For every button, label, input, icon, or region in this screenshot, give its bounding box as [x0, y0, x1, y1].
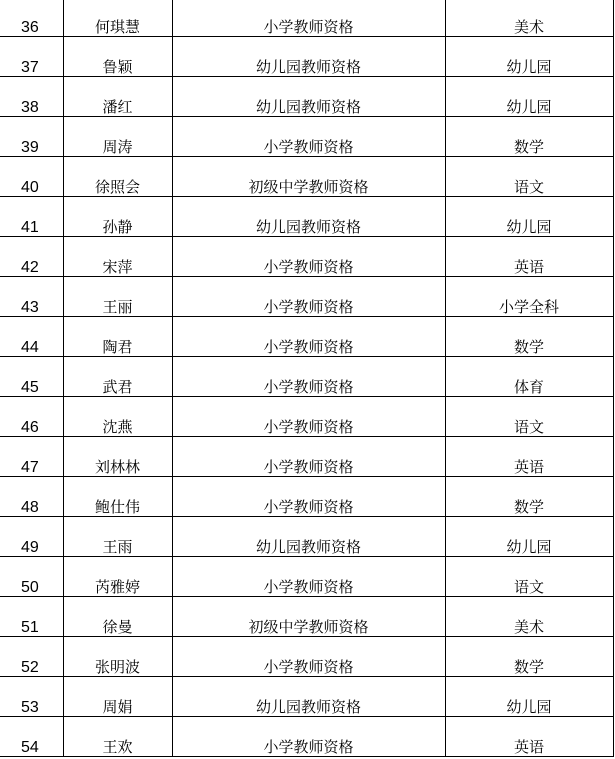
- name-cell[interactable]: [63, 477, 172, 517]
- table-row[interactable]: [0, 357, 613, 397]
- subject-cell[interactable]: [445, 597, 613, 637]
- subject: 数学: [513, 338, 544, 356]
- subject: 语文: [513, 178, 544, 196]
- subject-cell[interactable]: [445, 397, 613, 437]
- subject-cell[interactable]: [445, 317, 613, 357]
- subject-cell[interactable]: [445, 517, 613, 557]
- name-cell[interactable]: [63, 277, 172, 317]
- teacher-name: 陶君: [102, 338, 133, 356]
- name-cell[interactable]: [63, 357, 172, 397]
- subject: 幼儿园: [506, 98, 552, 116]
- row-number-cell[interactable]: [0, 597, 63, 637]
- qualification-type: 初级中学教师资格: [248, 618, 369, 636]
- qualification-type: 初级中学教师资格: [248, 178, 369, 196]
- name-cell[interactable]: [63, 317, 172, 357]
- qualification-type: 幼儿园教师资格: [255, 98, 361, 116]
- teacher-name: 何琪慧: [94, 18, 140, 36]
- row-number: 45: [21, 379, 39, 396]
- teacher-name: 鲁颖: [102, 58, 133, 76]
- teacher-name: 刘林林: [94, 458, 140, 476]
- teacher-name: 王欢: [102, 738, 133, 756]
- subject-cell[interactable]: [445, 357, 613, 397]
- qualification-type: 小学教师资格: [263, 498, 354, 516]
- subject-cell[interactable]: [445, 717, 613, 757]
- qualification-cell[interactable]: [172, 277, 445, 317]
- name-cell[interactable]: [63, 397, 172, 437]
- qualification-type: 幼儿园教师资格: [255, 538, 361, 556]
- subject: 数学: [513, 138, 544, 156]
- qualification-cell[interactable]: [172, 477, 445, 517]
- qualification-cell[interactable]: [172, 597, 445, 637]
- teacher-name: 武君: [102, 378, 133, 396]
- teacher-name: 张明波: [94, 658, 140, 676]
- qualification-type: 小学教师资格: [263, 138, 354, 156]
- name-cell[interactable]: [63, 77, 172, 117]
- table-row[interactable]: [0, 77, 613, 117]
- row-number-cell[interactable]: [0, 37, 63, 77]
- row-number-cell[interactable]: [0, 157, 63, 197]
- table-row[interactable]: [0, 597, 613, 637]
- subject: 幼儿园: [506, 218, 552, 236]
- subject: 幼儿园: [506, 538, 552, 556]
- qualification-cell[interactable]: [172, 397, 445, 437]
- table-row[interactable]: [0, 237, 613, 277]
- name-cell[interactable]: [63, 0, 172, 37]
- subject-cell[interactable]: [445, 557, 613, 597]
- row-number-cell[interactable]: [0, 717, 63, 757]
- subject-cell[interactable]: [445, 477, 613, 517]
- row-number: 46: [21, 419, 39, 436]
- teacher-name: 周娟: [102, 698, 133, 716]
- qualification-cell[interactable]: [172, 437, 445, 477]
- subject: 小学全科: [498, 298, 559, 316]
- name-cell[interactable]: [63, 157, 172, 197]
- row-number: 43: [21, 299, 39, 316]
- table-row[interactable]: [0, 677, 613, 717]
- qualification-cell[interactable]: [172, 637, 445, 677]
- qualification-type: 幼儿园教师资格: [255, 698, 361, 716]
- name-cell[interactable]: [63, 717, 172, 757]
- subject-cell[interactable]: [445, 637, 613, 677]
- qualification-cell[interactable]: [172, 717, 445, 757]
- teacher-name: 沈燕: [102, 418, 133, 436]
- row-number-cell[interactable]: [0, 117, 63, 157]
- row-number-cell[interactable]: [0, 557, 63, 597]
- table-row[interactable]: [0, 637, 613, 677]
- qualification-cell[interactable]: [172, 77, 445, 117]
- name-cell[interactable]: [63, 637, 172, 677]
- subject: 英语: [513, 738, 544, 756]
- table-row[interactable]: [0, 477, 613, 517]
- row-number: 41: [21, 219, 39, 236]
- qualification-type: 小学教师资格: [263, 738, 354, 756]
- subject-cell[interactable]: [445, 237, 613, 277]
- row-number-cell[interactable]: [0, 677, 63, 717]
- subject: 英语: [513, 458, 544, 476]
- subject-cell[interactable]: [445, 277, 613, 317]
- name-cell[interactable]: [63, 237, 172, 277]
- row-number-cell[interactable]: [0, 277, 63, 317]
- qualification-type: 小学教师资格: [263, 298, 354, 316]
- row-number-cell[interactable]: [0, 637, 63, 677]
- row-number: 39: [21, 139, 39, 156]
- subject-cell[interactable]: [445, 117, 613, 157]
- qualification-cell[interactable]: [172, 37, 445, 77]
- subject: 语文: [513, 578, 544, 596]
- row-number: 51: [21, 619, 39, 636]
- qualification-cell[interactable]: [172, 237, 445, 277]
- subject: 英语: [513, 258, 544, 276]
- row-number-cell[interactable]: [0, 517, 63, 557]
- row-number-cell[interactable]: [0, 477, 63, 517]
- name-cell[interactable]: [63, 117, 172, 157]
- table-row[interactable]: [0, 117, 613, 157]
- qualification-type: 小学教师资格: [263, 378, 354, 396]
- qualification-cell[interactable]: [172, 357, 445, 397]
- name-cell[interactable]: [63, 437, 172, 477]
- table-row[interactable]: [0, 0, 613, 37]
- qualification-cell[interactable]: [172, 0, 445, 37]
- subject: 美术: [513, 18, 544, 36]
- qualification-cell[interactable]: [172, 317, 445, 357]
- name-cell[interactable]: [63, 517, 172, 557]
- name-cell[interactable]: [63, 37, 172, 77]
- row-number: 44: [21, 339, 39, 356]
- row-number-cell[interactable]: [0, 317, 63, 357]
- table-row[interactable]: [0, 317, 613, 357]
- row-number-cell[interactable]: [0, 77, 63, 117]
- row-number: 48: [21, 499, 39, 516]
- subject-cell[interactable]: [445, 677, 613, 717]
- teacher-name: 徐照会: [94, 178, 140, 196]
- subject-cell[interactable]: [445, 77, 613, 117]
- qualification-cell[interactable]: [172, 117, 445, 157]
- subject: 幼儿园: [506, 58, 552, 76]
- subject: 数学: [513, 658, 544, 676]
- table-row[interactable]: [0, 397, 613, 437]
- qualification-cell[interactable]: [172, 197, 445, 237]
- table-row[interactable]: [0, 557, 613, 597]
- teacher-name: 鲍仕伟: [94, 498, 140, 516]
- row-number: 54: [21, 739, 39, 756]
- subject-cell[interactable]: [445, 0, 613, 37]
- qualification-type: 小学教师资格: [263, 658, 354, 676]
- qualification-type: 小学教师资格: [263, 458, 354, 476]
- qualification-cell[interactable]: [172, 677, 445, 717]
- qualification-cell[interactable]: [172, 557, 445, 597]
- teacher-name: 王丽: [102, 298, 133, 316]
- name-cell[interactable]: [63, 557, 172, 597]
- row-number-cell[interactable]: [0, 357, 63, 397]
- row-number: 47: [21, 459, 39, 476]
- name-cell[interactable]: [63, 597, 172, 637]
- name-cell[interactable]: [63, 197, 172, 237]
- table-row[interactable]: [0, 437, 613, 477]
- qualification-type: 小学教师资格: [263, 578, 354, 596]
- row-number-cell[interactable]: [0, 237, 63, 277]
- teacher-name: 潘红: [102, 98, 133, 116]
- table-row[interactable]: [0, 517, 613, 557]
- row-number: 36: [21, 19, 39, 36]
- teacher-name: 芮雅婷: [94, 578, 140, 596]
- qualification-cell[interactable]: [172, 157, 445, 197]
- row-number-cell[interactable]: [0, 197, 63, 237]
- row-number-cell[interactable]: [0, 0, 63, 37]
- row-number: 38: [21, 99, 39, 116]
- table-row[interactable]: [0, 197, 613, 237]
- qualification-type: 小学教师资格: [263, 418, 354, 436]
- teacher-name: 徐曼: [102, 618, 133, 636]
- teacher-name: 周涛: [102, 138, 133, 156]
- qualification-cell[interactable]: [172, 517, 445, 557]
- table-row[interactable]: [0, 277, 613, 317]
- table-row[interactable]: [0, 37, 613, 77]
- row-number: 42: [21, 259, 39, 276]
- qualification-type: 小学教师资格: [263, 258, 354, 276]
- subject-cell[interactable]: [445, 157, 613, 197]
- subject-cell[interactable]: [445, 37, 613, 77]
- row-number: 50: [21, 579, 39, 596]
- subject: 语文: [513, 418, 544, 436]
- row-number: 52: [21, 659, 39, 676]
- qualification-type: 幼儿园教师资格: [255, 58, 361, 76]
- row-number-cell[interactable]: [0, 437, 63, 477]
- row-number: 40: [21, 179, 39, 196]
- subject: 幼儿园: [506, 698, 552, 716]
- row-number: 37: [21, 59, 39, 76]
- table-row[interactable]: [0, 717, 613, 757]
- teacher-name: 王雨: [102, 538, 133, 556]
- teacher-name: 宋萍: [102, 258, 133, 276]
- subject: 体育: [513, 378, 544, 396]
- row-number-cell[interactable]: [0, 397, 63, 437]
- subject: 数学: [513, 498, 544, 516]
- teacher-name: 孙静: [102, 218, 133, 236]
- table-row[interactable]: [0, 157, 613, 197]
- qualification-type: 小学教师资格: [263, 18, 354, 36]
- qualification-type: 幼儿园教师资格: [255, 218, 361, 236]
- subject-cell[interactable]: [445, 437, 613, 477]
- subject: 美术: [513, 618, 544, 636]
- row-number: 49: [21, 539, 39, 556]
- qualification-type: 小学教师资格: [263, 338, 354, 356]
- subject-cell[interactable]: [445, 197, 613, 237]
- name-cell[interactable]: [63, 677, 172, 717]
- row-number: 53: [21, 699, 39, 716]
